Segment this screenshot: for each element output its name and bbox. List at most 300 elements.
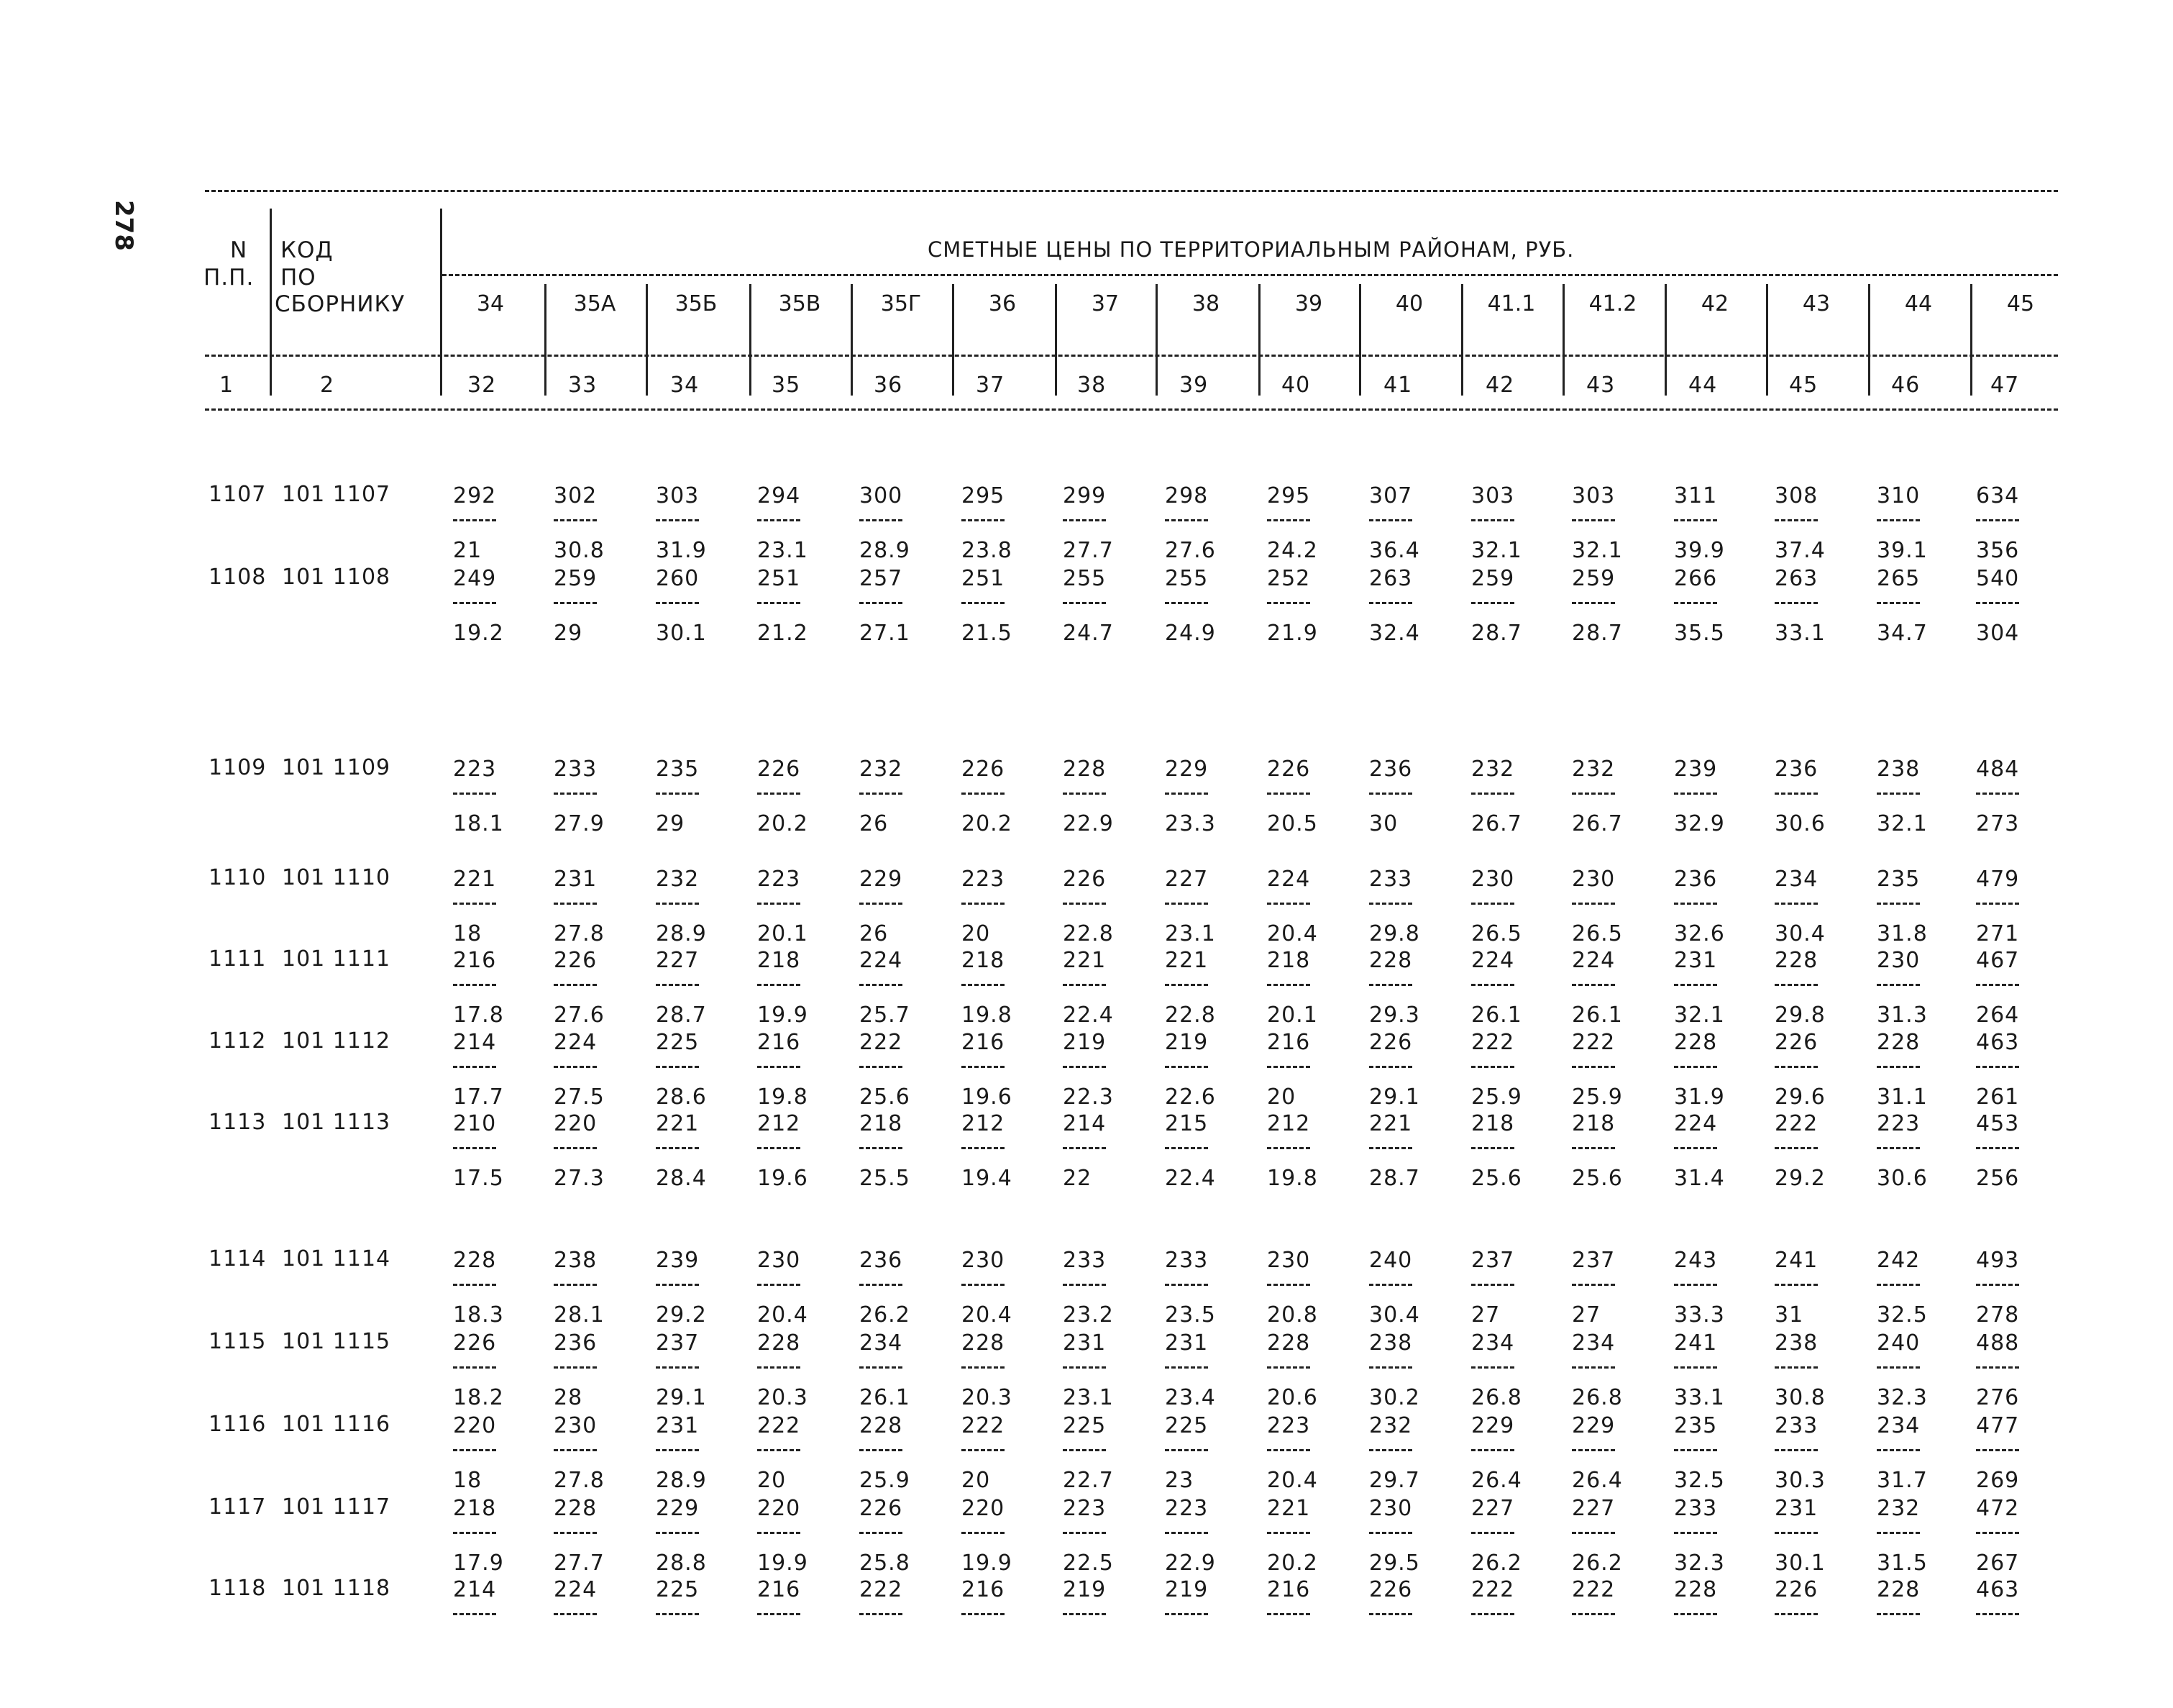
price-value: 230 xyxy=(1572,867,1616,892)
price-value: 218 xyxy=(453,1496,497,1521)
price-sub-value: 26.8 xyxy=(1572,1385,1623,1410)
price-sub-value: 31.3 xyxy=(1877,1003,1928,1028)
district-header: 41.2 xyxy=(1588,291,1637,316)
fraction-bar xyxy=(1063,903,1106,905)
fraction-bar xyxy=(1063,1066,1106,1068)
fraction-bar xyxy=(1267,1066,1310,1068)
price-sub-value: 21 xyxy=(453,538,482,563)
price-value: 257 xyxy=(859,566,903,591)
price-sub-value: 19.8 xyxy=(1267,1166,1318,1191)
fraction-bar xyxy=(961,602,1005,604)
price-value: 488 xyxy=(1976,1330,2020,1356)
district-header: 40 xyxy=(1395,291,1424,316)
fraction-bar xyxy=(1877,1147,1920,1149)
fraction-bar xyxy=(1369,1532,1412,1534)
price-sub-value: 29.1 xyxy=(1369,1084,1420,1110)
price-sub-value: 25.8 xyxy=(859,1551,910,1576)
fraction-bar xyxy=(554,1147,597,1149)
price-value: 232 xyxy=(859,757,903,782)
price-value: 222 xyxy=(757,1413,801,1438)
fraction-bar xyxy=(1165,1449,1208,1451)
price-value: 226 xyxy=(961,757,1005,782)
price-value: 225 xyxy=(1063,1413,1107,1438)
price-value: 233 xyxy=(1063,1248,1107,1273)
price-sub-value: 31.4 xyxy=(1674,1166,1725,1191)
price-value: 230 xyxy=(1369,1496,1413,1521)
price-sub-value: 31.1 xyxy=(1877,1084,1928,1110)
price-sub-value: 27.8 xyxy=(554,921,605,946)
price-sub-value: 26.1 xyxy=(1572,1003,1623,1028)
fraction-bar xyxy=(656,1147,699,1149)
price-sub-value: 30.8 xyxy=(1775,1385,1826,1410)
price-sub-value: 21.2 xyxy=(757,621,808,646)
fraction-bar xyxy=(1877,793,1920,795)
fraction-bar xyxy=(859,984,902,986)
price-sub-value: 19.9 xyxy=(757,1551,808,1576)
price-sub-value: 30.3 xyxy=(1775,1468,1826,1493)
price-sub-value: 20.4 xyxy=(1267,1468,1318,1493)
header-column-separator xyxy=(1461,284,1463,396)
price-value: 226 xyxy=(1267,757,1311,782)
fraction-bar xyxy=(1165,1147,1208,1149)
fraction-bar xyxy=(1369,602,1412,604)
price-sub-value: 35.5 xyxy=(1674,621,1725,646)
row-code: 101 1114 xyxy=(282,1246,391,1271)
price-value: 295 xyxy=(961,483,1005,508)
price-value: 251 xyxy=(757,566,801,591)
price-value: 292 xyxy=(453,483,497,508)
price-value: 216 xyxy=(961,1030,1005,1055)
price-value: 235 xyxy=(656,757,700,782)
fraction-bar xyxy=(656,903,699,905)
fraction-bar xyxy=(1063,984,1106,986)
fraction-bar xyxy=(1877,1613,1920,1615)
price-value: 221 xyxy=(453,867,497,892)
fraction-bar xyxy=(1369,984,1412,986)
fraction-bar xyxy=(1572,602,1615,604)
fraction-bar xyxy=(1267,1147,1310,1149)
price-value: 255 xyxy=(1063,566,1107,591)
price-sub-value: 27 xyxy=(1471,1302,1501,1328)
price-sub-value: 19.8 xyxy=(961,1003,1012,1028)
fraction-bar xyxy=(1471,1066,1514,1068)
district-header: 45 xyxy=(2006,291,2035,316)
price-sub-value: 26.4 xyxy=(1572,1468,1623,1493)
header-column-separator xyxy=(440,209,442,396)
price-sub-value: 27.7 xyxy=(554,1551,605,1576)
price-value: 230 xyxy=(1471,867,1515,892)
price-sub-value: 31 xyxy=(1775,1302,1804,1328)
price-value: 222 xyxy=(859,1030,903,1055)
fraction-bar xyxy=(554,519,597,521)
fraction-bar xyxy=(1369,1613,1412,1615)
price-value: 230 xyxy=(1267,1248,1311,1273)
price-value: 303 xyxy=(1471,483,1515,508)
fraction-bar xyxy=(1471,1366,1514,1369)
price-sub-value: 39.9 xyxy=(1674,538,1725,563)
fraction-bar xyxy=(554,793,597,795)
price-sub-value: 24.7 xyxy=(1063,621,1114,646)
column-index: 38 xyxy=(1077,373,1107,398)
fraction-bar xyxy=(961,1366,1005,1369)
price-value: 310 xyxy=(1877,483,1921,508)
row-code: 101 1111 xyxy=(282,946,391,972)
price-value: 308 xyxy=(1775,483,1819,508)
price-value: 243 xyxy=(1674,1248,1718,1273)
fraction-bar xyxy=(1471,903,1514,905)
fraction-bar xyxy=(1063,1284,1106,1286)
price-sub-value: 22.9 xyxy=(1165,1551,1216,1576)
price-sub-value: 30.6 xyxy=(1877,1166,1928,1191)
row-number: 1114 xyxy=(209,1246,267,1271)
price-sub-value: 19.8 xyxy=(757,1084,808,1110)
price-value: 233 xyxy=(1775,1413,1819,1438)
price-value: 236 xyxy=(1369,757,1413,782)
price-sub-value: 33.1 xyxy=(1775,621,1826,646)
fraction-bar xyxy=(1674,903,1717,905)
column-index: 35 xyxy=(772,373,801,398)
price-sub-value: 22 xyxy=(1063,1166,1092,1191)
price-sub-value: 20.6 xyxy=(1267,1385,1318,1410)
price-value: 223 xyxy=(1877,1111,1921,1136)
price-value: 235 xyxy=(1877,867,1921,892)
row-number: 1113 xyxy=(209,1110,267,1135)
fraction-bar xyxy=(1165,1613,1208,1615)
price-value: 225 xyxy=(656,1030,700,1055)
fraction-bar xyxy=(1267,1532,1310,1534)
fraction-bar xyxy=(1572,519,1615,521)
price-sub-value: 34.7 xyxy=(1877,621,1928,646)
fraction-bar xyxy=(1976,793,2019,795)
price-sub-value: 23.1 xyxy=(1063,1385,1114,1410)
price-value: 214 xyxy=(453,1030,497,1055)
price-sub-value: 31.9 xyxy=(1674,1084,1725,1110)
header-pp: П.П. xyxy=(203,265,255,291)
price-sub-value: 20 xyxy=(961,921,991,946)
price-value: 228 xyxy=(1877,1030,1921,1055)
price-sub-value: 33.1 xyxy=(1674,1385,1725,1410)
price-value: 220 xyxy=(757,1496,801,1521)
price-sub-value: 29.2 xyxy=(1775,1166,1826,1191)
price-sub-value: 29.5 xyxy=(1369,1551,1420,1576)
fraction-bar xyxy=(656,1613,699,1615)
price-value: 228 xyxy=(1063,757,1107,782)
fraction-bar xyxy=(1165,602,1208,604)
price-value: 299 xyxy=(1063,483,1107,508)
price-value: 218 xyxy=(757,948,801,973)
price-value: 259 xyxy=(1471,566,1515,591)
price-value: 231 xyxy=(554,867,598,892)
price-sub-value: 20.8 xyxy=(1267,1302,1318,1328)
fraction-bar xyxy=(1775,1613,1818,1615)
price-sub-value: 18 xyxy=(453,921,482,946)
header-sborniku: СБОРНИКУ xyxy=(275,291,406,317)
price-sub-value: 22.9 xyxy=(1063,811,1114,836)
price-value: 225 xyxy=(1165,1413,1209,1438)
price-value: 232 xyxy=(656,867,700,892)
price-sub-value: 22.3 xyxy=(1063,1084,1114,1110)
fraction-bar xyxy=(1775,793,1818,795)
price-sub-value: 25.6 xyxy=(1471,1166,1522,1191)
price-value: 221 xyxy=(1369,1111,1413,1136)
price-sub-value: 17.9 xyxy=(453,1551,504,1576)
price-sub-value: 30.6 xyxy=(1775,811,1826,836)
price-value: 219 xyxy=(1165,1577,1209,1602)
fraction-bar xyxy=(859,903,902,905)
price-value: 236 xyxy=(554,1330,598,1356)
row-code: 101 1117 xyxy=(282,1494,391,1520)
price-value: 231 xyxy=(1165,1330,1209,1356)
price-value: 294 xyxy=(757,483,801,508)
price-value: 228 xyxy=(1674,1030,1718,1055)
price-sub-value: 29.1 xyxy=(656,1385,707,1410)
price-sub-value: 32.6 xyxy=(1674,921,1725,946)
header-kod: КОД xyxy=(280,237,334,263)
price-value: 226 xyxy=(757,757,801,782)
row-number: 1116 xyxy=(209,1412,267,1437)
price-sub-value: 17.7 xyxy=(453,1084,504,1110)
table-title: СМЕТНЫЕ ЦЕНЫ ПО ТЕРРИТОРИАЛЬНЫМ РАЙОНАМ, РУБ. xyxy=(928,237,1575,262)
price-value: 229 xyxy=(859,867,903,892)
price-value: 472 xyxy=(1976,1496,2020,1521)
price-value: 228 xyxy=(453,1248,497,1273)
fraction-bar xyxy=(1471,1284,1514,1286)
price-value: 263 xyxy=(1369,566,1413,591)
header-top-rule xyxy=(205,190,2058,192)
price-value: 232 xyxy=(1471,757,1515,782)
district-header: 35В xyxy=(778,291,821,316)
price-value: 234 xyxy=(859,1330,903,1356)
price-sub-value: 17.5 xyxy=(453,1166,504,1191)
price-value: 634 xyxy=(1976,483,2020,508)
price-sub-value: 25.6 xyxy=(859,1084,910,1110)
fraction-bar xyxy=(1165,1284,1208,1286)
district-header: 35Г xyxy=(880,291,922,316)
price-sub-value: 20.3 xyxy=(961,1385,1012,1410)
fraction-bar xyxy=(1976,602,2019,604)
price-sub-value: 23.3 xyxy=(1165,811,1216,836)
fraction-bar xyxy=(961,1532,1005,1534)
fraction-bar xyxy=(1976,1366,2019,1369)
price-sub-value: 267 xyxy=(1976,1551,2020,1576)
fraction-bar xyxy=(453,1284,496,1286)
price-sub-value: 30.1 xyxy=(1775,1551,1826,1576)
price-value: 251 xyxy=(961,566,1005,591)
fraction-bar xyxy=(453,1532,496,1534)
price-value: 221 xyxy=(656,1111,700,1136)
fraction-bar xyxy=(1369,903,1412,905)
fraction-bar xyxy=(1877,1066,1920,1068)
price-sub-value: 31.5 xyxy=(1877,1551,1928,1576)
price-sub-value: 27.3 xyxy=(554,1166,605,1191)
price-sub-value: 19.4 xyxy=(961,1166,1012,1191)
fraction-bar xyxy=(1267,1366,1310,1369)
price-value: 307 xyxy=(1369,483,1413,508)
fraction-bar xyxy=(1267,1284,1310,1286)
fraction-bar xyxy=(1976,1449,2019,1451)
price-sub-value: 21.5 xyxy=(961,621,1012,646)
price-value: 221 xyxy=(1063,948,1107,973)
fraction-bar xyxy=(1572,1147,1615,1149)
price-value: 303 xyxy=(656,483,700,508)
header-column-separator xyxy=(749,284,751,396)
price-value: 238 xyxy=(1369,1330,1413,1356)
header-column-separator xyxy=(1359,284,1361,396)
fraction-bar xyxy=(1063,1613,1106,1615)
fraction-bar xyxy=(453,903,496,905)
price-value: 216 xyxy=(961,1577,1005,1602)
price-sub-value: 18.3 xyxy=(453,1302,504,1328)
price-value: 226 xyxy=(1063,867,1107,892)
fraction-bar xyxy=(1267,903,1310,905)
price-sub-value: 26 xyxy=(859,811,889,836)
fraction-bar xyxy=(453,1066,496,1068)
fraction-bar xyxy=(1976,1613,2019,1615)
header-bottom-rule xyxy=(205,408,2058,411)
price-value: 234 xyxy=(1877,1413,1921,1438)
row-number: 1111 xyxy=(209,946,267,972)
fraction-bar xyxy=(961,1066,1005,1068)
price-sub-value: 32.1 xyxy=(1572,538,1623,563)
fraction-bar xyxy=(554,903,597,905)
price-value: 228 xyxy=(757,1330,801,1356)
fraction-bar xyxy=(1471,602,1514,604)
price-sub-value: 25.9 xyxy=(859,1468,910,1493)
price-sub-value: 26.2 xyxy=(1572,1551,1623,1576)
column-index: 43 xyxy=(1586,373,1616,398)
fraction-bar xyxy=(1674,602,1717,604)
price-sub-value: 256 xyxy=(1976,1166,2020,1191)
price-sub-value: 26.2 xyxy=(859,1302,910,1328)
price-sub-value: 32.1 xyxy=(1471,538,1522,563)
price-sub-value: 23.2 xyxy=(1063,1302,1114,1328)
price-value: 266 xyxy=(1674,566,1718,591)
fraction-bar xyxy=(1165,519,1208,521)
price-sub-value: 20.2 xyxy=(961,811,1012,836)
price-value: 223 xyxy=(1063,1496,1107,1521)
fraction-bar xyxy=(859,1366,902,1369)
price-sub-value: 24.2 xyxy=(1267,538,1318,563)
price-sub-value: 32.5 xyxy=(1877,1302,1928,1328)
fraction-bar xyxy=(554,1613,597,1615)
price-value: 232 xyxy=(1877,1496,1921,1521)
price-sub-value: 36.4 xyxy=(1369,538,1420,563)
price-sub-value: 20.4 xyxy=(1267,921,1318,946)
fraction-bar xyxy=(1674,984,1717,986)
price-sub-value: 37.4 xyxy=(1775,538,1826,563)
row-number: 1107 xyxy=(209,482,267,507)
price-value: 228 xyxy=(1267,1330,1311,1356)
fraction-bar xyxy=(1775,1366,1818,1369)
price-value: 221 xyxy=(1165,948,1209,973)
price-value: 463 xyxy=(1976,1577,2020,1602)
price-sub-value: 23.4 xyxy=(1165,1385,1216,1410)
fraction-bar xyxy=(757,1366,800,1369)
price-value: 226 xyxy=(1369,1577,1413,1602)
district-header: 44 xyxy=(1904,291,1933,316)
price-value: 222 xyxy=(859,1577,903,1602)
price-value: 228 xyxy=(1674,1577,1718,1602)
price-value: 453 xyxy=(1976,1111,2020,1136)
price-value: 229 xyxy=(1165,757,1209,782)
price-sub-value: 19.9 xyxy=(757,1003,808,1028)
fraction-bar xyxy=(1063,1366,1106,1369)
price-value: 229 xyxy=(1572,1413,1616,1438)
fraction-bar xyxy=(656,1284,699,1286)
price-sub-value: 29.3 xyxy=(1369,1003,1420,1028)
price-sub-value: 32.1 xyxy=(1877,811,1928,836)
price-value: 215 xyxy=(1165,1111,1209,1136)
price-sub-value: 28.7 xyxy=(1572,621,1623,646)
header-column-separator xyxy=(646,284,648,396)
header-column-separator xyxy=(1258,284,1261,396)
fraction-bar xyxy=(859,793,902,795)
price-value: 229 xyxy=(656,1496,700,1521)
price-sub-value: 26.2 xyxy=(1471,1551,1522,1576)
price-value: 241 xyxy=(1674,1330,1718,1356)
row-code: 101 1109 xyxy=(282,755,391,780)
price-sub-value: 28.7 xyxy=(1471,621,1522,646)
row-number: 1118 xyxy=(209,1576,267,1601)
price-value: 227 xyxy=(1572,1496,1616,1521)
price-value: 223 xyxy=(1267,1413,1311,1438)
price-value: 223 xyxy=(1165,1496,1209,1521)
price-sub-value: 32.1 xyxy=(1674,1003,1725,1028)
column-index: 41 xyxy=(1383,373,1413,398)
district-header: 38 xyxy=(1191,291,1220,316)
price-sub-value: 20.4 xyxy=(961,1302,1012,1328)
fraction-bar xyxy=(453,793,496,795)
price-sub-value: 276 xyxy=(1976,1385,2020,1410)
fraction-bar xyxy=(1063,1147,1106,1149)
price-sub-value: 20.1 xyxy=(757,921,808,946)
price-value: 259 xyxy=(1572,566,1616,591)
price-value: 214 xyxy=(1063,1111,1107,1136)
price-value: 224 xyxy=(1471,948,1515,973)
price-sub-value: 23.8 xyxy=(961,538,1012,563)
fraction-bar xyxy=(757,1147,800,1149)
fraction-bar xyxy=(1674,1613,1717,1615)
price-sub-value: 31.8 xyxy=(1877,921,1928,946)
price-sub-value: 17.8 xyxy=(453,1003,504,1028)
price-value: 228 xyxy=(554,1496,598,1521)
fraction-bar xyxy=(757,1613,800,1615)
price-value: 255 xyxy=(1165,566,1209,591)
price-sub-value: 32.3 xyxy=(1877,1385,1928,1410)
price-sub-value: 269 xyxy=(1976,1468,2020,1493)
fraction-bar xyxy=(1976,1532,2019,1534)
price-value: 302 xyxy=(554,483,598,508)
price-value: 231 xyxy=(1674,948,1718,973)
header-column-separator xyxy=(1970,284,1972,396)
price-value: 221 xyxy=(1267,1496,1311,1521)
price-sub-value: 18 xyxy=(453,1468,482,1493)
row-code: 101 1110 xyxy=(282,865,391,890)
price-value: 228 xyxy=(1369,948,1413,973)
fraction-bar xyxy=(1165,1366,1208,1369)
price-value: 230 xyxy=(961,1248,1005,1273)
price-sub-value: 22.8 xyxy=(1165,1003,1216,1028)
fraction-bar xyxy=(656,1066,699,1068)
price-sub-value: 31.7 xyxy=(1877,1468,1928,1493)
price-value: 224 xyxy=(554,1030,598,1055)
fraction-bar xyxy=(1267,1449,1310,1451)
price-value: 235 xyxy=(1674,1413,1718,1438)
fraction-bar xyxy=(859,1066,902,1068)
price-value: 210 xyxy=(453,1111,497,1136)
fraction-bar xyxy=(757,793,800,795)
fraction-bar xyxy=(1572,984,1615,986)
